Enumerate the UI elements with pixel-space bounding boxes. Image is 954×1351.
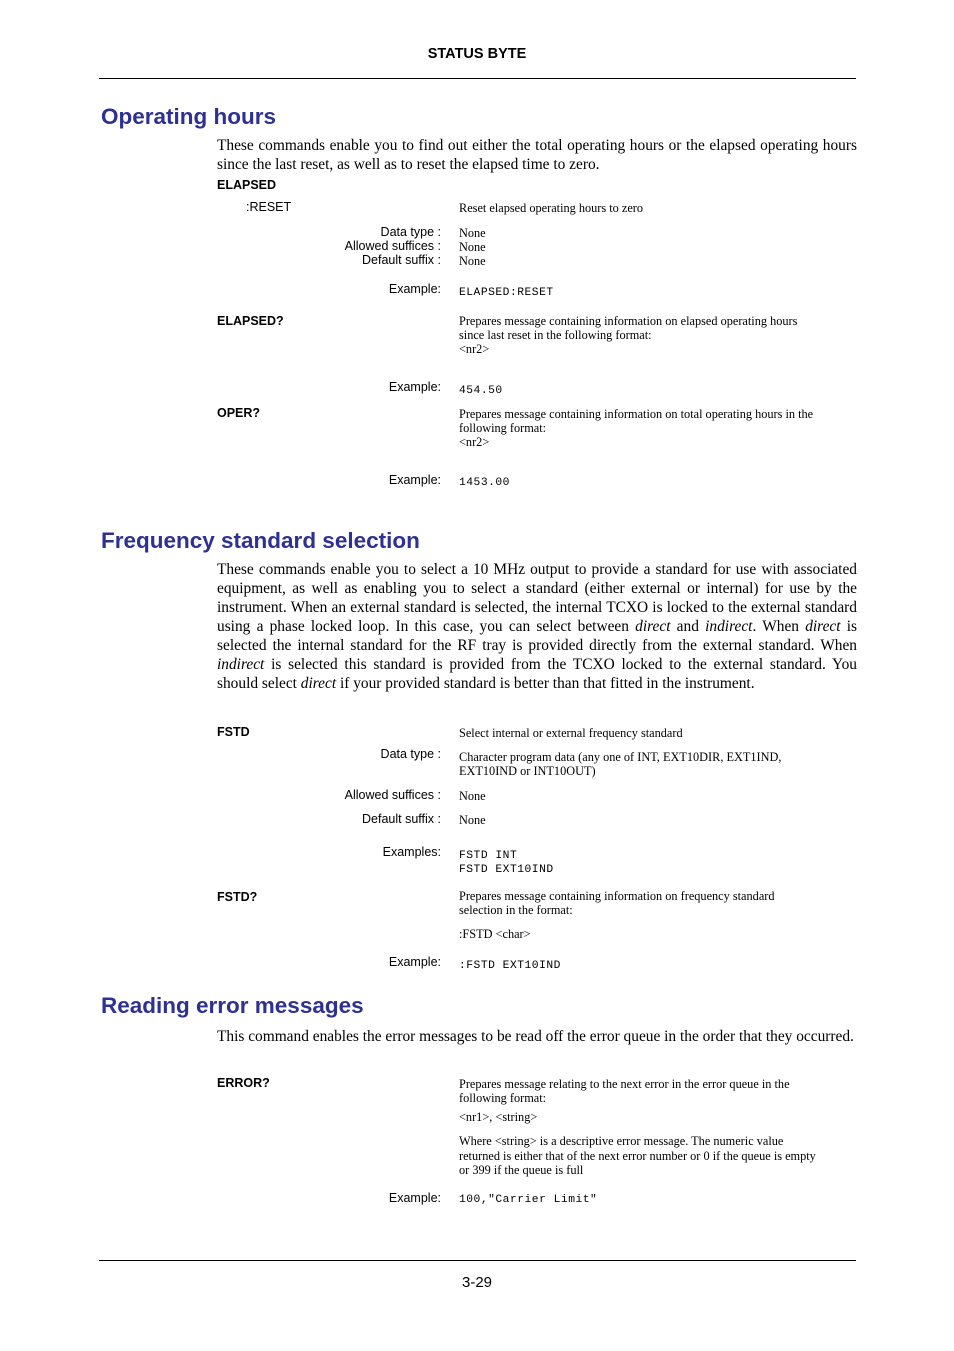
fstd-query-format: :FSTD <char> xyxy=(459,927,531,941)
subcommand-reset: :RESET xyxy=(246,200,292,214)
fstd-data-type-2: EXT10IND or INT10OUT) xyxy=(459,764,596,778)
example-label: Example: xyxy=(388,282,441,296)
example-code: 100,"Carrier Limit" xyxy=(459,1194,598,1206)
command-fstd: FSTD xyxy=(217,725,250,739)
example-code: :FSTD EXT10IND xyxy=(459,960,561,972)
allowed-suffices-label: Allowed suffices : xyxy=(344,239,441,253)
elapsed-query-description-2: since last reset in the following format: xyxy=(459,328,652,342)
allowed-suffices-label: Allowed suffices : xyxy=(344,788,441,802)
example-code: 1453.00 xyxy=(459,477,510,489)
running-header: STATUS BYTE xyxy=(427,46,527,62)
elapsed-query-description-1: Prepares message containing information on elapsed operating hours xyxy=(459,314,798,328)
error-query-description-1: Prepares message relating to the next error in the error queue in the xyxy=(459,1077,790,1091)
examples-label: Examples: xyxy=(382,845,441,859)
elapsed-query-format: <nr2> xyxy=(459,342,490,356)
command-oper-query: OPER? xyxy=(217,406,261,420)
section-title-frequency-standard: Frequency standard selection xyxy=(101,528,420,553)
example-code: ELAPSED:RESET xyxy=(459,287,554,299)
fstd-data-type-1: Character program data (any one of INT, EXT10DIR, EXT1IND, xyxy=(459,750,782,764)
example-label: Example: xyxy=(388,473,441,487)
section-title-error-messages: Reading error messages xyxy=(101,993,364,1018)
command-fstd-query: FSTD? xyxy=(217,890,258,904)
oper-query-description-1: Prepares message containing information on total operating hours in the xyxy=(459,407,814,421)
fstd-query-description-2: selection in the format: xyxy=(459,903,573,917)
data-type-label: Data type : xyxy=(380,225,441,239)
elapsed-reset-description: Reset elapsed operating hours to zero xyxy=(459,201,644,215)
example-code: FSTD INT xyxy=(459,850,518,862)
example-label: Example: xyxy=(388,955,441,969)
default-suffix-label: Default suffix : xyxy=(362,253,441,267)
allowed-suffices-value: None xyxy=(459,240,486,254)
default-suffix-label: Default suffix : xyxy=(362,812,441,826)
frequency-standard-intro: These commands enable you to select a 10 MHz output to provide a standard for use with associated equipment, as well as enabling you to select a standard (either external or internal) for use by the instrument. When an external standard is selected, the internal TCXO is locked to the external standard using a phase locked loop. In this case, you can select between direct and indirect. When direct is selected the internal standard for the RF tray is provided directly from the external standard. When indirect is selected this standard is provided from the TCXO locked to the external standard. You should select direct if your provided standard is better than that fitted in the instrument. xyxy=(217,561,857,692)
error-query-description-2: following format: xyxy=(459,1091,547,1105)
allowed-suffices-value: None xyxy=(459,789,486,803)
error-messages-intro: This command enables the error messages to be read off the error queue in the order that they occurred. xyxy=(217,1028,854,1045)
error-query-note-1: Where <string> is a descriptive error message. The numeric value xyxy=(459,1134,784,1148)
default-suffix-value: None xyxy=(459,813,486,827)
fstd-description: Select internal or external frequency standard xyxy=(459,726,683,740)
data-type-label: Data type : xyxy=(380,747,441,761)
oper-query-description-2: following format: xyxy=(459,421,547,435)
example-code: 454.50 xyxy=(459,385,503,397)
command-elapsed-query: ELAPSED? xyxy=(217,314,284,328)
command-error-query: ERROR? xyxy=(217,1076,270,1090)
page-number: 3-29 xyxy=(461,1274,493,1291)
data-type-value: None xyxy=(459,226,486,240)
example-label: Example: xyxy=(388,1191,441,1205)
example-label: Example: xyxy=(388,380,441,394)
example-code: FSTD EXT10IND xyxy=(459,864,554,876)
header-rule xyxy=(99,78,856,79)
operating-hours-intro: These commands enable you to find out either the total operating hours or the elapsed operating hours since the last reset, as well as to reset the elapsed time to zero. xyxy=(217,137,857,173)
error-query-note-2: returned is either that of the next error number or 0 if the queue is empty xyxy=(459,1149,816,1163)
section-title-operating-hours: Operating hours xyxy=(101,104,277,129)
command-elapsed: ELAPSED xyxy=(217,178,277,192)
error-query-format: <nr1>, <string> xyxy=(459,1110,538,1124)
fstd-query-description-1: Prepares message containing information on frequency standard xyxy=(459,889,775,903)
oper-query-format: <nr2> xyxy=(459,435,490,449)
footer-rule xyxy=(99,1260,856,1261)
default-suffix-value: None xyxy=(459,254,486,268)
error-query-note-3: or 399 if the queue is full xyxy=(459,1163,584,1177)
